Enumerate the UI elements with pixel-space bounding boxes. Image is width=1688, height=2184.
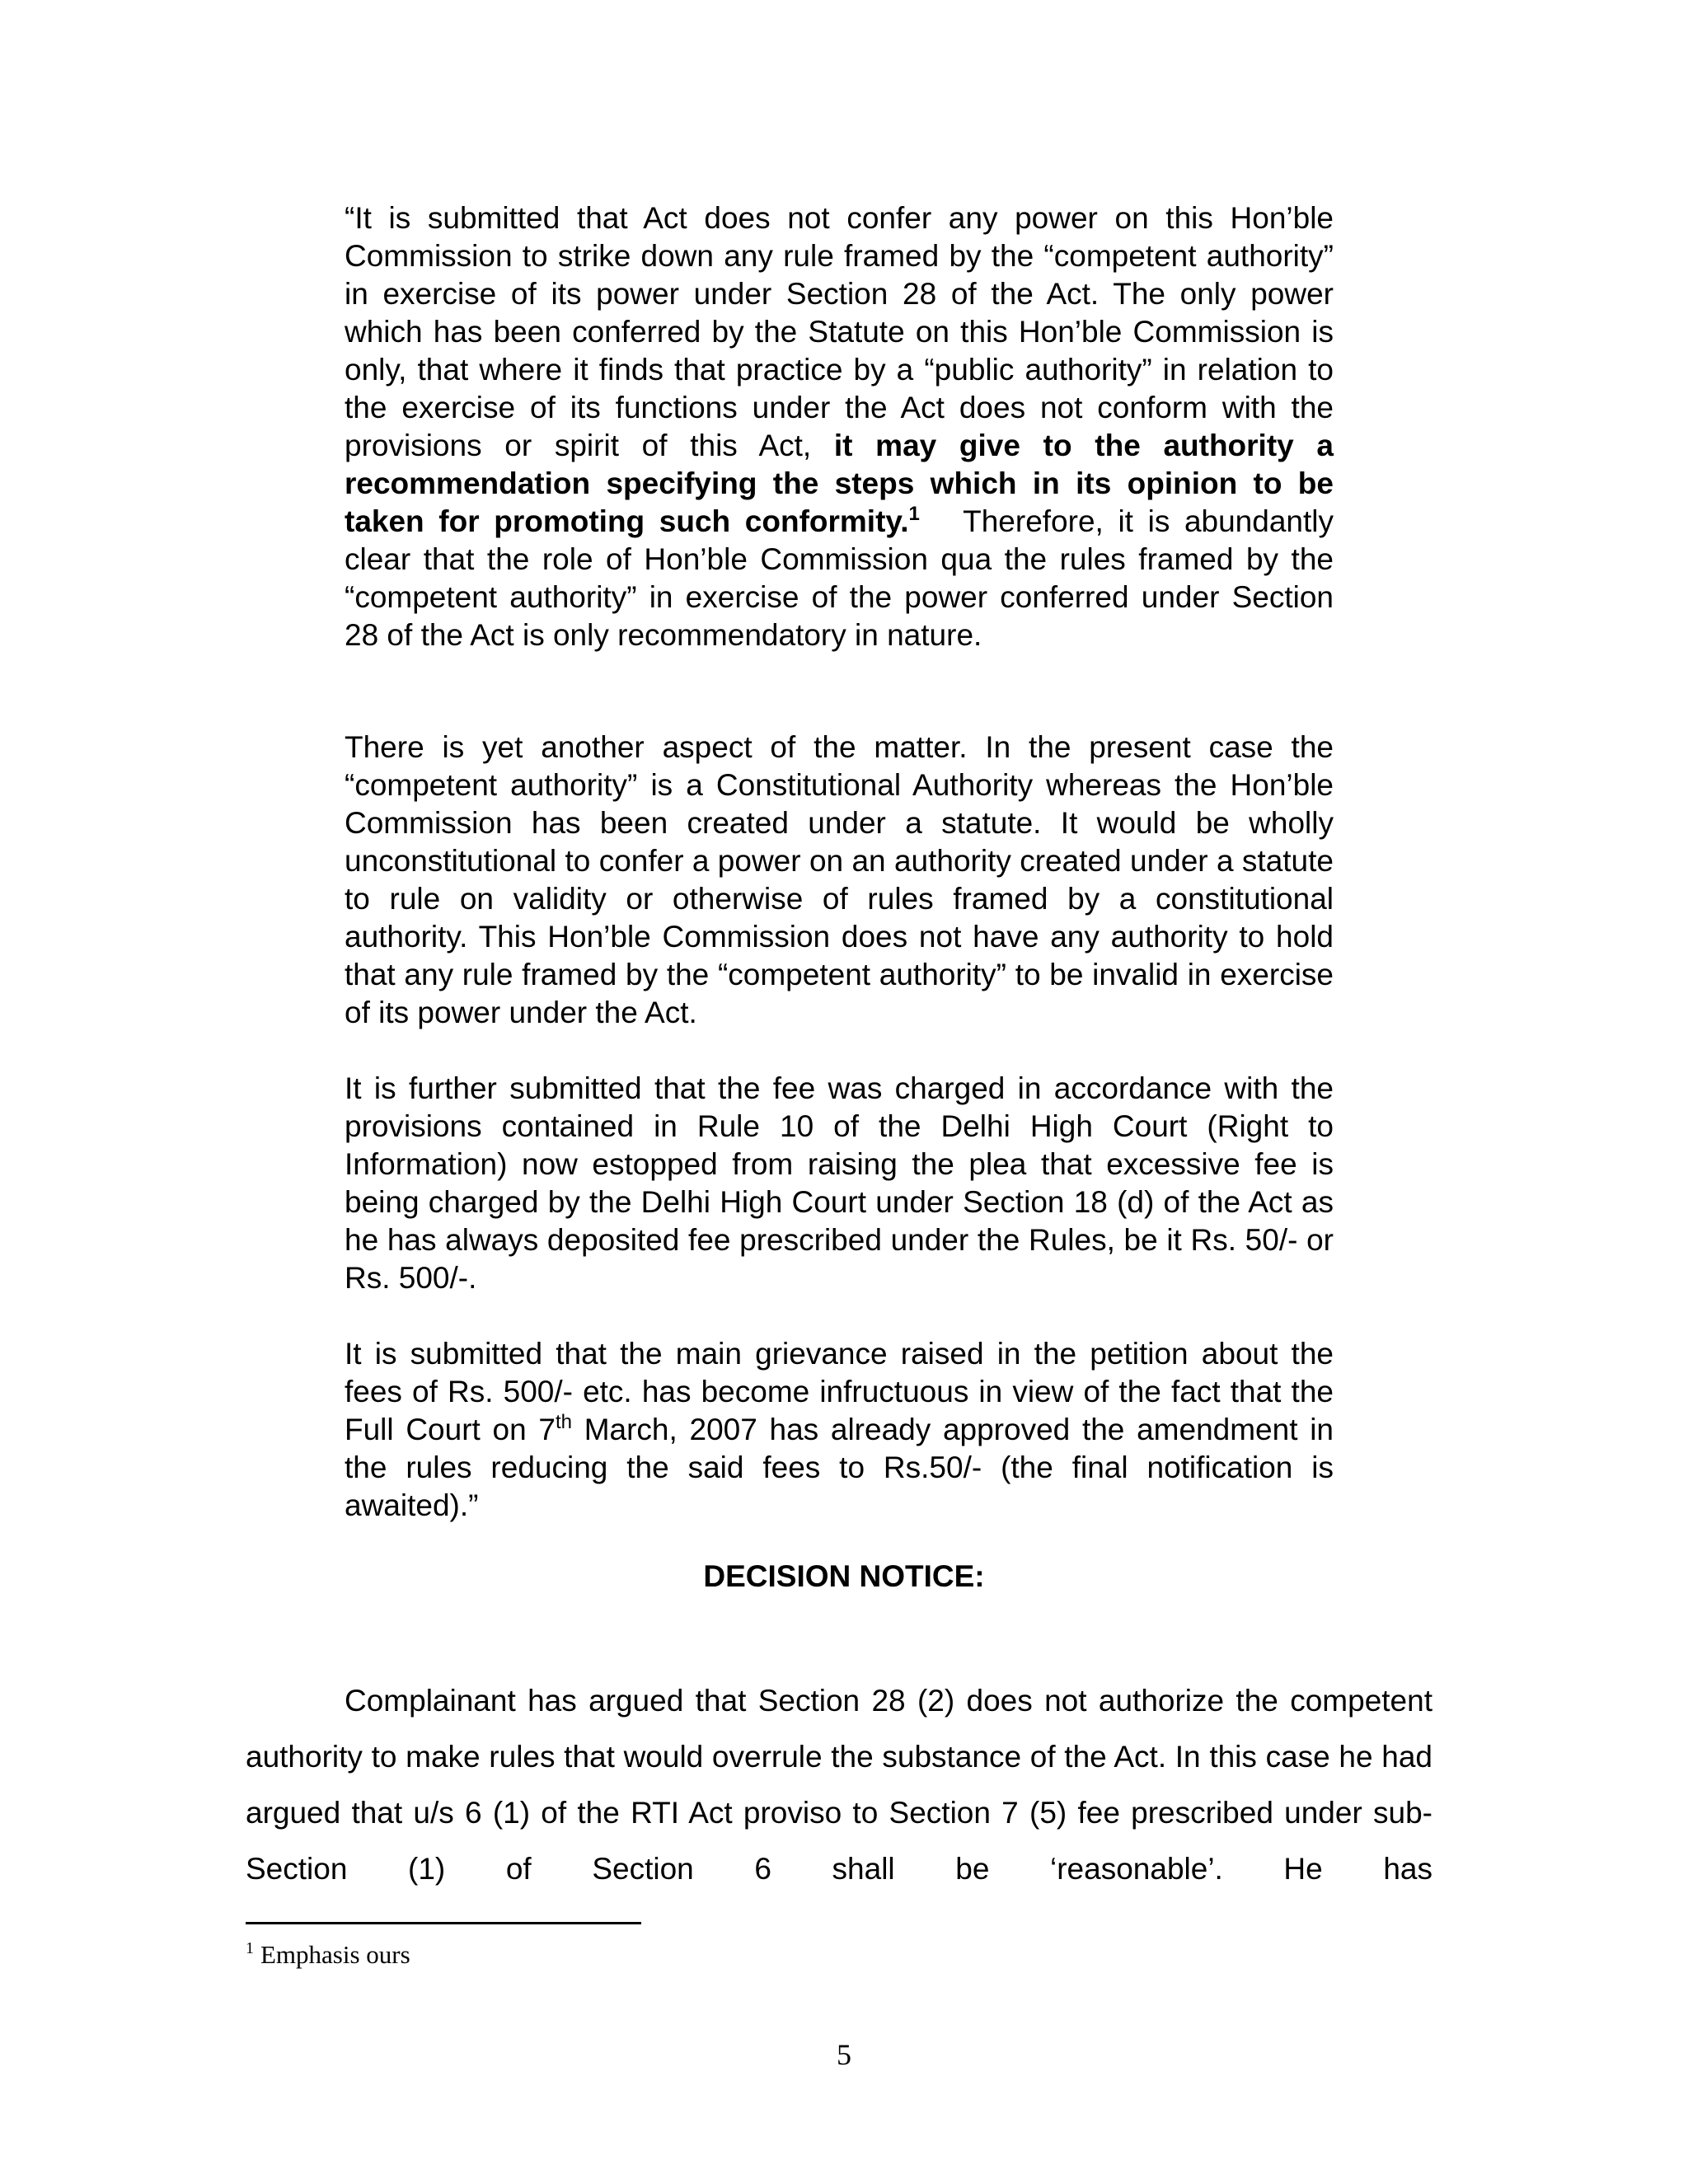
ordinal-superscript: th [555, 1411, 572, 1433]
quoted-paragraph-3 [345, 1070, 1334, 1297]
page-number: 5 [837, 2038, 851, 2071]
quote-p1-continuation: Therefore, it is abundantly clear that the role of Hon’ble Commission qua the rules framed by the “competent authority” in exercise of the power conferred under Section 28 of the Act is only recommendatory in nature. [345, 504, 1334, 652]
section-heading: DECISION NOTICE: [703, 1559, 985, 1593]
quoted-paragraph-4 [345, 1335, 1334, 1525]
quote-p4-text: It is submitted that the main grievance raised in the petition about the fees of Rs. 500/- etc. has become infructuous in view of the fact that the Full Court on 7 [345, 1337, 1334, 1446]
quote-p2-text: There is yet another aspect of the matter. In the present case the “competent authority” is a Constitutional Authority whereas the Hon’ble Commission has been created under a statute. It would be wholly unconstitutional to confer a power on an authority created under a statute to rule on validity or otherwise of rules framed by a constitutional authority. This Hon’ble Commission does not have any authority to hold that any rule framed by the “competent authority” to be invalid in exercise of its power under the Act. [345, 730, 1334, 1029]
quote-p4-continuation: March, 2007 has already approved the amendment in the rules reducing the said fees to Rs.50/- (the final notification is awaited).” [345, 1413, 1334, 1522]
footnote-text: Emphasis ours [260, 1940, 410, 1969]
footnote [246, 1938, 410, 1971]
quoted-paragraph-2 [345, 729, 1334, 1032]
footnote-reference: 1 [908, 503, 920, 525]
quoted-paragraph-1 [345, 199, 1334, 654]
quote-p1-text: “It is submitted that Act does not confer any power on this Hon’ble Commission to strike down any rule framed by the “competent authority” in exercise of its power under Section 28 of the Act. The only power which has been conferred by the Statute on this Hon’ble Commission is only, that where it finds that practice by a “public authority” in relation to the exercise of its functions under the Act does not conform with the provisions or spirit of this Act, [345, 201, 1334, 462]
quote-p3-text: It is further submitted that the fee was charged in accordance with the provisions contained in Rule 10 of the Delhi High Court (Right to Information) now estopped from raising the plea that excessive fee is being charged by the Delhi High Court under Section 18 (d) of the Act as he has always deposited fee prescribed under the Rules, be it Rs. 50/- or Rs. 500/-. [345, 1071, 1334, 1295]
quote-p1-emphasis: it may give to the authority a recommendation specifying the steps which in its opinion to be taken for promoting such conformity. [345, 429, 1334, 538]
decision-paragraph-text: Complainant has argued that Section 28 (2) does not authorize the competent authority to make rules that would overrule the substance of the Act. In this case he had argued that u/s 6 (1) of the RTI Act proviso to Section 7 (5) fee prescribed under sub-Section (1) of Section 6 shall be ‘reasonable’. He has [246, 1684, 1432, 1886]
decision-paragraph [246, 1673, 1432, 1897]
footnote-separator [246, 1922, 641, 1924]
footnote-number: 1 [246, 1939, 254, 1957]
